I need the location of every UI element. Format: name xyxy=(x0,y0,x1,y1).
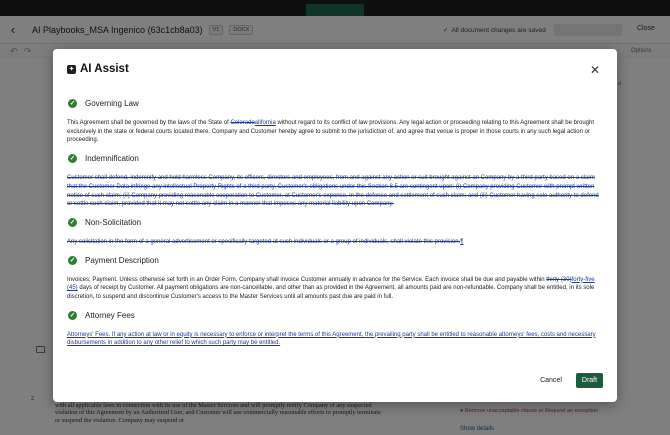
clause-text: without regard to its conflict of law provisions. Any legal action or proceeding relating to this Agreement shall be brought exclusively in the state or federal courts located there. Company and Customer hereby agree to submit to the jurisdiction of, and agree that venue is proper in those courts in any such legal action or proceeding. xyxy=(67,120,594,144)
clause-title-text: Governing Law xyxy=(85,99,139,108)
check-circle-icon: ✓ xyxy=(69,155,76,163)
clause-title-text: Payment Description xyxy=(85,255,159,265)
clause-section xyxy=(67,311,603,348)
check-circle-icon: ✓ xyxy=(69,256,76,264)
clause-title-text: Non-Solicitation xyxy=(85,217,142,227)
inserted-text: forty-five (45) xyxy=(67,276,595,292)
deleted-text: thirty (30) xyxy=(546,276,572,283)
clause-redline-text xyxy=(67,238,603,247)
draft-button[interactable]: Draft xyxy=(576,373,603,388)
inserted-text: Attorneys' Fees. If any action at law or in equity is necessary to enforce or interpret the terms of this Agreement, the prevailing party shall be entitled to reasonable attorneys' fees, costs and necessary disbursements in addition to any other relief to which such party may be entitled. xyxy=(67,331,596,347)
deleted-text: Any solicitation in the form of a general advertisement or specifically targeted at such individuals or a group of individuals, shall violate this provision. xyxy=(67,238,461,245)
close-icon[interactable]: ✕ xyxy=(590,63,601,77)
ai-assist-modal xyxy=(53,49,617,402)
clause-title xyxy=(67,311,603,321)
ai-assist-icon: ✦ xyxy=(68,65,75,73)
clause-section xyxy=(67,154,603,209)
check-circle-icon: ✓ xyxy=(69,100,76,107)
inserted-text: ¶ xyxy=(460,238,464,245)
deleted-text: Colorado xyxy=(230,120,255,126)
clause-section xyxy=(67,218,603,247)
cancel-button[interactable]: Cancel xyxy=(540,377,562,384)
modal-header xyxy=(67,63,129,75)
clause-redline-text xyxy=(67,119,603,145)
clause-text: Invoices; Payment. Unless otherwise set forth in an Order Form, Company shall invoice Customer annually in advance for the Service. Each invoice shall be due and payable within xyxy=(67,276,547,283)
clause-title xyxy=(67,99,603,109)
check-circle-icon: ✓ xyxy=(69,218,76,226)
clause-text: days of receipt by Customer. All payment obligations are non-cancellable, and other than as provided in the Agreement, all amounts paid are non-refundable. Company shall be entitled, in its sole discretion, to suspend and discontinue Customer's access to the Master Services until all amounts past due are paid in full. xyxy=(67,285,595,301)
check-circle-icon: ✓ xyxy=(69,311,76,319)
clause-title-text: Attorney Fees xyxy=(85,310,135,320)
clause-section xyxy=(67,99,603,145)
clause-redline-text xyxy=(67,331,603,348)
modal-body xyxy=(67,99,603,359)
modal-title: AI Assist xyxy=(80,63,129,75)
clause-redline-text xyxy=(67,174,603,209)
clause-redline-text xyxy=(67,276,603,302)
clause-text: This Agreement shall be governed by the laws of the State of xyxy=(67,120,231,126)
clause-section xyxy=(67,256,603,302)
clause-title xyxy=(67,218,603,228)
clause-title xyxy=(67,154,603,164)
clause-title-text: Indemnification xyxy=(85,154,139,164)
deleted-text: Customer shall defend, indemnify and hold harmless Company, its officers, directors and employees, from and against any action or suit brought against an Company by a third party based on a claim that the Customer Data infringe any intellectual Property Rights of a third party. Customer's obligations under this Section 8.5 are contingent upon: (i) Company providing Customer with prompt written notice of such claim; (ii) Company providing reasonable cooperation to Customer, at Customer's expense, in the defense and settlement of such claim; and (iii) Customer having sole authority to defend or settle such claim, provided that it may not settle any claim in a manner that imposes any material liability upon Company. xyxy=(67,175,599,208)
inserted-text: alifornia xyxy=(254,120,276,126)
clause-title xyxy=(67,256,603,266)
